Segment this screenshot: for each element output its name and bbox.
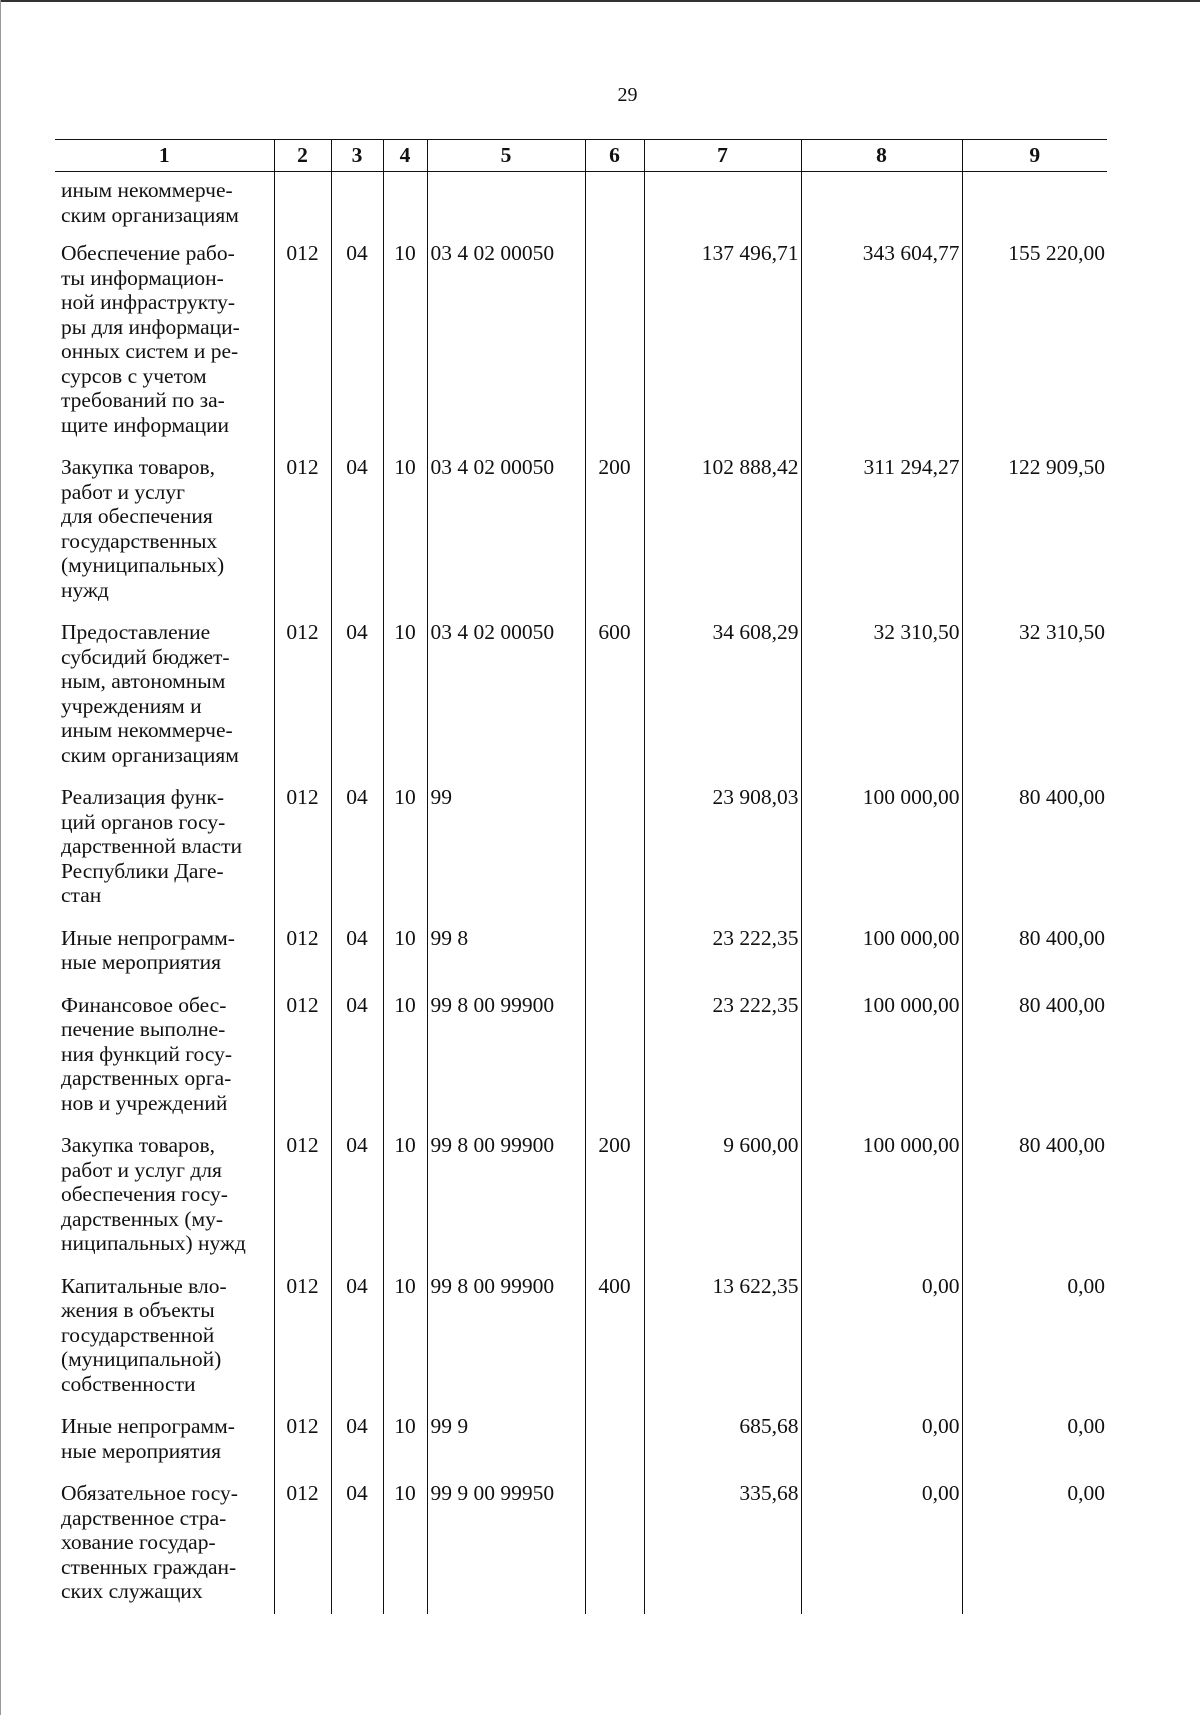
scan-edge-left <box>0 0 1 1715</box>
budget-table <box>55 139 1107 1614</box>
row-amount-col9: 0,00 <box>962 1274 1107 1415</box>
header-cell-5: 5 <box>427 140 585 172</box>
row-amount-col9: 155 220,00 <box>962 241 1107 455</box>
header-cell-3: 3 <box>331 140 383 172</box>
header-cell-7: 7 <box>644 140 801 172</box>
row-target-article: 99 9 00 99950 <box>427 1481 585 1614</box>
row-expense-type: 400 <box>585 1274 644 1415</box>
row-expense-type <box>585 1414 644 1481</box>
header-row <box>55 140 1107 172</box>
row-name: Иные непрограмм- ные мероприятия <box>61 1414 235 1463</box>
row-amount-col9: 0,00 <box>962 1414 1107 1481</box>
row-target-article: 99 8 00 99900 <box>427 993 585 1134</box>
row-section-code: 04 <box>331 1274 383 1415</box>
table-row <box>55 455 1107 620</box>
row-target-article: 03 4 02 00050 <box>427 241 585 455</box>
row-amount-col9: 0,00 <box>962 1481 1107 1614</box>
row-name: Иные непрограмм- ные мероприятия <box>61 925 235 974</box>
row-section-code: 04 <box>331 1481 383 1614</box>
row-grbs-code: 012 <box>274 455 331 620</box>
row-section-code: 04 <box>331 455 383 620</box>
row-amount-col9: 122 909,50 <box>962 455 1107 620</box>
row-subsection-code: 10 <box>383 1133 427 1274</box>
row-target-article: 99 <box>427 785 585 926</box>
row-section-code: 04 <box>331 785 383 926</box>
row-subsection-code: 10 <box>383 620 427 785</box>
row-expense-type <box>585 926 644 993</box>
row-section-code: 04 <box>331 620 383 785</box>
scan-edge-top <box>0 0 1200 2</box>
row-amount-col9: 32 310,50 <box>962 620 1107 785</box>
table-body <box>55 172 1107 1614</box>
row-expense-type <box>585 785 644 926</box>
row-section-code: 04 <box>331 926 383 993</box>
row-name: Закупка товаров, работ и услуг для обеспечения государственных (муниципальных) нужд <box>61 455 225 602</box>
row-subsection-code: 10 <box>383 455 427 620</box>
table-row <box>55 241 1107 455</box>
row-section-code: 04 <box>331 1414 383 1481</box>
row-name: Обязательное госу- дарственное стра- хование государ- ственных граждан- ских служащих <box>61 1481 238 1603</box>
row-grbs-code: 012 <box>274 785 331 926</box>
row-amount-col8: 32 310,50 <box>801 620 962 785</box>
header-cell-2: 2 <box>274 140 331 172</box>
row-grbs-code: 012 <box>274 1133 331 1274</box>
page-number: 29 <box>617 84 638 106</box>
row-amount-col9: 80 400,00 <box>962 926 1107 993</box>
row-amount-col7: 335,68 <box>644 1481 801 1614</box>
table-row <box>55 993 1107 1134</box>
row-target-article: 99 8 00 99900 <box>427 1274 585 1415</box>
row-name: Реализация функ- ций органов госу- дарственной власти Республики Даге- стан <box>61 785 242 907</box>
row-target-article: 99 8 <box>427 926 585 993</box>
row-grbs-code: 012 <box>274 1481 331 1614</box>
row-amount-col9: 80 400,00 <box>962 993 1107 1134</box>
row-amount-col8: 100 000,00 <box>801 926 962 993</box>
row-amount-col8: 311 294,27 <box>801 455 962 620</box>
row-name: иным некоммерче- ским организациям <box>61 178 239 227</box>
header-cell-4: 4 <box>383 140 427 172</box>
row-section-code: 04 <box>331 241 383 455</box>
header-cell-8: 8 <box>801 140 962 172</box>
row-target-article: 99 8 00 99900 <box>427 1133 585 1274</box>
table-row <box>55 1414 1107 1481</box>
row-amount-col7: 102 888,42 <box>644 455 801 620</box>
row-subsection-code: 10 <box>383 785 427 926</box>
row-amount-col7: 34 608,29 <box>644 620 801 785</box>
header-cell-1: 1 <box>55 140 274 172</box>
row-expense-type: 200 <box>585 455 644 620</box>
row-name: Капитальные вло- жения в объекты государственной (муниципальной) собственности <box>61 1273 227 1396</box>
table-row <box>55 785 1107 926</box>
row-grbs-code: 012 <box>274 241 331 455</box>
row-subsection-code: 10 <box>383 993 427 1134</box>
row-amount-col7: 9 600,00 <box>644 1133 801 1274</box>
row-target-article: 03 4 02 00050 <box>427 455 585 620</box>
row-amount-col8: 343 604,77 <box>801 241 962 455</box>
row-target-article: 03 4 02 00050 <box>427 620 585 785</box>
row-amount-col7: 137 496,71 <box>644 241 801 455</box>
row-grbs-code: 012 <box>274 926 331 993</box>
table-row <box>55 620 1107 785</box>
row-subsection-code: 10 <box>383 1414 427 1481</box>
row-section-code: 04 <box>331 993 383 1134</box>
row-amount-col7: 13 622,35 <box>644 1274 801 1415</box>
row-amount-col7: 685,68 <box>644 1414 801 1481</box>
row-expense-type <box>585 1481 644 1614</box>
row-expense-type <box>585 993 644 1134</box>
row-name: Обеспечение рабо- ты информацион- ной инфраструкту- ры для информаци- онных систем и ре- сурсов с учетом требований по за- щите информации <box>61 241 240 437</box>
row-amount-col8: 0,00 <box>801 1481 962 1614</box>
row-amount-col8: 100 000,00 <box>801 1133 962 1274</box>
row-expense-type <box>585 241 644 455</box>
row-name: Закупка товаров, работ и услуг для обеспечения госу- дарственных (му- ниципальных) нужд <box>61 1133 246 1255</box>
row-grbs-code: 012 <box>274 1414 331 1481</box>
row-amount-col8: 100 000,00 <box>801 785 962 926</box>
row-expense-type: 600 <box>585 620 644 785</box>
row-amount-col8: 100 000,00 <box>801 993 962 1134</box>
row-grbs-code: 012 <box>274 1274 331 1415</box>
row-name: Финансовое обес- печение выполне- ния функций госу- дарственных орга- нов и учреждений <box>61 992 233 1115</box>
row-subsection-code: 10 <box>383 1481 427 1614</box>
row-amount-col7: 23 908,03 <box>644 785 801 926</box>
header-cell-6: 6 <box>585 140 644 172</box>
row-expense-type: 200 <box>585 1133 644 1274</box>
row-grbs-code: 012 <box>274 993 331 1134</box>
row-subsection-code: 10 <box>383 926 427 993</box>
table-row <box>55 1274 1107 1415</box>
row-amount-col7: 23 222,35 <box>644 926 801 993</box>
row-grbs-code: 012 <box>274 620 331 785</box>
table-row <box>55 1481 1107 1614</box>
row-section-code: 04 <box>331 1133 383 1274</box>
row-amount-col8: 0,00 <box>801 1414 962 1481</box>
row-amount-col9: 80 400,00 <box>962 1133 1107 1274</box>
row-amount-col8: 0,00 <box>801 1274 962 1415</box>
table-row <box>55 1133 1107 1274</box>
row-name: Предоставление субсидий бюджет- ным, автономным учреждениям и иным некоммерче- ским организациям <box>61 620 239 767</box>
row-amount-col7: 23 222,35 <box>644 993 801 1134</box>
header-cell-9: 9 <box>962 140 1107 172</box>
table-row <box>55 926 1107 993</box>
row-target-article: 99 9 <box>427 1414 585 1481</box>
row-amount-col9: 80 400,00 <box>962 785 1107 926</box>
row-subsection-code: 10 <box>383 241 427 455</box>
table-row-continuation <box>55 172 1107 242</box>
row-subsection-code: 10 <box>383 1274 427 1415</box>
